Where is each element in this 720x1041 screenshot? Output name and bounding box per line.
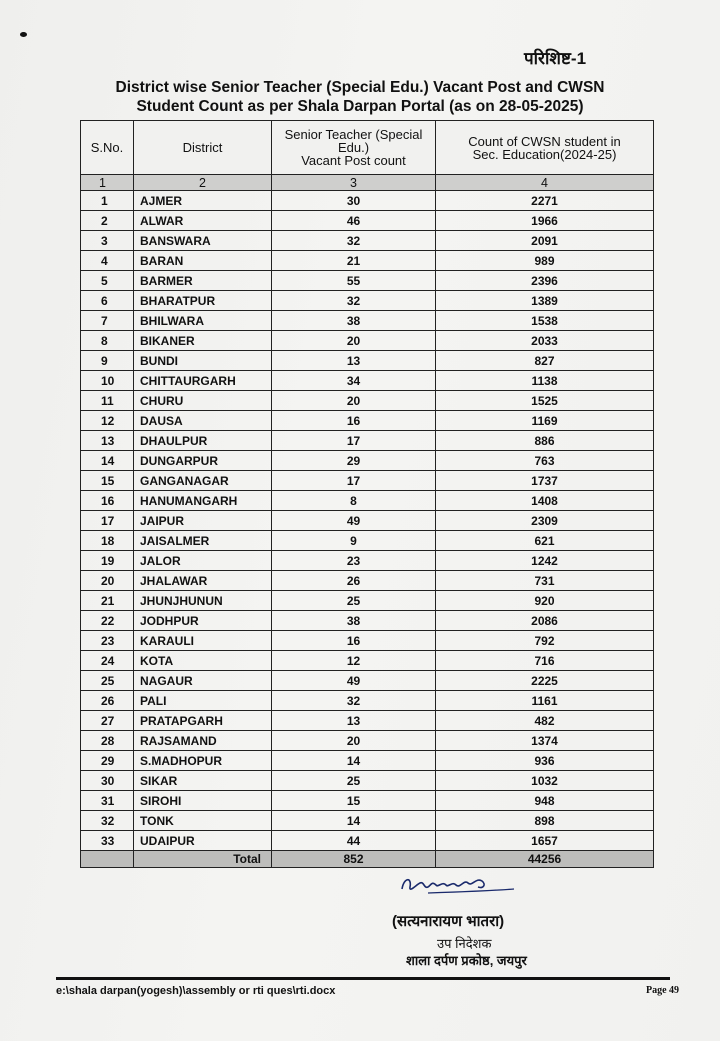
header-vacant-line-2: Edu.) xyxy=(337,140,370,155)
row-district: DAUSA xyxy=(134,411,272,431)
row-vacant-count: 20 xyxy=(272,331,436,351)
row-cwsn-count: 1032 xyxy=(436,771,654,791)
row-vacant-count: 9 xyxy=(272,531,436,551)
document-title xyxy=(60,78,660,116)
row-district: BANSWARA xyxy=(134,231,272,251)
table-row xyxy=(81,451,654,471)
row-sno: 10 xyxy=(81,371,134,391)
row-district: NAGAUR xyxy=(134,671,272,691)
row-cwsn-count: 1161 xyxy=(436,691,654,711)
row-vacant-count: 12 xyxy=(272,651,436,671)
row-cwsn-count: 989 xyxy=(436,251,654,271)
row-cwsn-count: 2086 xyxy=(436,611,654,631)
index-cell: 1 xyxy=(81,175,134,191)
row-vacant-count: 8 xyxy=(272,491,436,511)
row-cwsn-count: 1138 xyxy=(436,371,654,391)
district-table xyxy=(80,120,654,868)
table-row xyxy=(81,371,654,391)
row-district: CHURU xyxy=(134,391,272,411)
row-cwsn-count: 621 xyxy=(436,531,654,551)
row-sno: 8 xyxy=(81,331,134,351)
table-row xyxy=(81,651,654,671)
row-cwsn-count: 1737 xyxy=(436,471,654,491)
table-row xyxy=(81,531,654,551)
header-count-line-2: Sec. Education(2024-25) xyxy=(472,146,617,162)
table-row xyxy=(81,551,654,571)
row-sno: 22 xyxy=(81,611,134,631)
table-row xyxy=(81,471,654,491)
row-cwsn-count: 886 xyxy=(436,431,654,451)
row-sno: 29 xyxy=(81,751,134,771)
row-district: S.MADHOPUR xyxy=(134,751,272,771)
row-district: BARMER xyxy=(134,271,272,291)
row-sno: 20 xyxy=(81,571,134,591)
row-vacant-count: 15 xyxy=(272,791,436,811)
row-vacant-count: 46 xyxy=(272,211,436,231)
row-district: JAISALMER xyxy=(134,531,272,551)
table-row xyxy=(81,511,654,531)
header-vacant-line-3: Vacant Post count xyxy=(301,153,406,168)
row-district: ALWAR xyxy=(134,211,272,231)
row-sno: 31 xyxy=(81,791,134,811)
row-district: AJMER xyxy=(134,191,272,211)
row-cwsn-count: 920 xyxy=(436,591,654,611)
row-vacant-count: 32 xyxy=(272,291,436,311)
row-district: JALOR xyxy=(134,551,272,571)
row-vacant-count: 14 xyxy=(272,751,436,771)
row-district: KARAULI xyxy=(134,631,272,651)
row-sno: 32 xyxy=(81,811,134,831)
row-cwsn-count: 2091 xyxy=(436,231,654,251)
row-vacant-count: 20 xyxy=(272,731,436,751)
signatory-name: (सत्यनारायण भातरा) xyxy=(392,913,505,930)
row-district: KOTA xyxy=(134,651,272,671)
row-cwsn-count: 1966 xyxy=(436,211,654,231)
row-sno: 18 xyxy=(81,531,134,551)
table-row xyxy=(81,831,654,851)
row-sno: 16 xyxy=(81,491,134,511)
page-number: Page 49 xyxy=(646,985,680,996)
header-count-line-1: Count of CWSN student in xyxy=(468,133,621,149)
table-row xyxy=(81,771,654,791)
row-district: TONK xyxy=(134,811,272,831)
row-cwsn-count: 827 xyxy=(436,351,654,371)
footer-rule xyxy=(56,977,670,980)
row-district: BHILWARA xyxy=(134,311,272,331)
table-row xyxy=(81,391,654,411)
row-vacant-count: 34 xyxy=(272,371,436,391)
row-sno: 2 xyxy=(81,211,134,231)
row-vacant-count: 55 xyxy=(272,271,436,291)
table-row xyxy=(81,331,654,351)
row-sno: 19 xyxy=(81,551,134,571)
table-row xyxy=(81,791,654,811)
row-sno: 33 xyxy=(81,831,134,851)
header-sno: S.No. xyxy=(81,121,134,175)
signatory-office: शाला दर्पण प्रकोष्ठ, जयपुर xyxy=(406,953,527,968)
row-vacant-count: 17 xyxy=(272,471,436,491)
row-sno: 25 xyxy=(81,671,134,691)
row-cwsn-count: 482 xyxy=(436,711,654,731)
table-row xyxy=(81,711,654,731)
row-district: JHUNJHUNUN xyxy=(134,591,272,611)
row-vacant-count: 44 xyxy=(272,831,436,851)
table-row xyxy=(81,611,654,631)
title-line-1: District wise Senior Teacher (Special Edu.) Vacant Post and CWSN xyxy=(115,79,605,96)
total-count: 44256 xyxy=(436,851,654,868)
row-district: UDAIPUR xyxy=(134,831,272,851)
table-row xyxy=(81,751,654,771)
row-cwsn-count: 948 xyxy=(436,791,654,811)
row-sno: 30 xyxy=(81,771,134,791)
row-cwsn-count: 1657 xyxy=(436,831,654,851)
row-cwsn-count: 1374 xyxy=(436,731,654,751)
row-cwsn-count: 763 xyxy=(436,451,654,471)
row-vacant-count: 32 xyxy=(272,231,436,251)
table-row xyxy=(81,431,654,451)
row-cwsn-count: 936 xyxy=(436,751,654,771)
row-vacant-count: 25 xyxy=(272,771,436,791)
row-vacant-count: 29 xyxy=(272,451,436,471)
row-cwsn-count: 2271 xyxy=(436,191,654,211)
row-vacant-count: 25 xyxy=(272,591,436,611)
table-row xyxy=(81,311,654,331)
row-vacant-count: 21 xyxy=(272,251,436,271)
header-district: District xyxy=(134,121,272,175)
handwritten-signature xyxy=(398,869,518,899)
table-row xyxy=(81,251,654,271)
total-label: Total xyxy=(134,851,272,868)
row-vacant-count: 38 xyxy=(272,611,436,631)
table-row xyxy=(81,671,654,691)
row-vacant-count: 32 xyxy=(272,691,436,711)
row-cwsn-count: 792 xyxy=(436,631,654,651)
row-vacant-count: 16 xyxy=(272,411,436,431)
row-cwsn-count: 2396 xyxy=(436,271,654,291)
signatory-designation: उप निदेशक xyxy=(437,936,492,951)
row-district: BIKANER xyxy=(134,331,272,351)
table-row xyxy=(81,591,654,611)
row-sno: 13 xyxy=(81,431,134,451)
row-sno: 4 xyxy=(81,251,134,271)
table-row xyxy=(81,571,654,591)
total-row xyxy=(81,851,654,868)
row-cwsn-count: 1389 xyxy=(436,291,654,311)
row-district: SIKAR xyxy=(134,771,272,791)
row-sno: 9 xyxy=(81,351,134,371)
index-cell: 4 xyxy=(436,175,654,191)
row-district: BHARATPUR xyxy=(134,291,272,311)
row-district: HANUMANGARH xyxy=(134,491,272,511)
row-vacant-count: 17 xyxy=(272,431,436,451)
row-sno: 27 xyxy=(81,711,134,731)
row-district: PALI xyxy=(134,691,272,711)
row-cwsn-count: 2033 xyxy=(436,331,654,351)
header-cwsn-count xyxy=(436,121,654,175)
row-vacant-count: 49 xyxy=(272,511,436,531)
row-cwsn-count: 1525 xyxy=(436,391,654,411)
total-blank xyxy=(81,851,134,868)
row-cwsn-count: 716 xyxy=(436,651,654,671)
row-vacant-count: 20 xyxy=(272,391,436,411)
row-cwsn-count: 898 xyxy=(436,811,654,831)
table-row xyxy=(81,351,654,371)
row-district: SIROHI xyxy=(134,791,272,811)
row-vacant-count: 49 xyxy=(272,671,436,691)
index-cell: 3 xyxy=(272,175,436,191)
column-index-row xyxy=(81,175,654,191)
row-district: JAIPUR xyxy=(134,511,272,531)
table-row xyxy=(81,631,654,651)
row-district: DHAULPUR xyxy=(134,431,272,451)
table-header-row xyxy=(81,121,654,175)
row-cwsn-count: 1169 xyxy=(436,411,654,431)
table-row xyxy=(81,211,654,231)
row-cwsn-count: 1242 xyxy=(436,551,654,571)
row-sno: 21 xyxy=(81,591,134,611)
row-vacant-count: 14 xyxy=(272,811,436,831)
row-sno: 1 xyxy=(81,191,134,211)
table-row xyxy=(81,811,654,831)
header-vacant-line-1: Senior Teacher (Special xyxy=(284,127,423,142)
row-vacant-count: 16 xyxy=(272,631,436,651)
table-row xyxy=(81,231,654,251)
row-cwsn-count: 1538 xyxy=(436,311,654,331)
row-district: GANGANAGAR xyxy=(134,471,272,491)
total-vacant: 852 xyxy=(272,851,436,868)
table-row xyxy=(81,691,654,711)
ink-dot xyxy=(20,32,27,37)
row-sno: 12 xyxy=(81,411,134,431)
row-vacant-count: 30 xyxy=(272,191,436,211)
footer-file-path: e:\shala darpan(yogesh)\assembly or rti ques\rti.docx xyxy=(56,985,336,997)
index-cell: 2 xyxy=(134,175,272,191)
row-sno: 14 xyxy=(81,451,134,471)
row-district: JODHPUR xyxy=(134,611,272,631)
row-vacant-count: 23 xyxy=(272,551,436,571)
row-sno: 3 xyxy=(81,231,134,251)
table-row xyxy=(81,491,654,511)
row-sno: 26 xyxy=(81,691,134,711)
header-vacant-posts xyxy=(272,121,436,175)
row-cwsn-count: 2225 xyxy=(436,671,654,691)
table-row xyxy=(81,191,654,211)
row-district: CHITTAURGARH xyxy=(134,371,272,391)
row-district: BUNDI xyxy=(134,351,272,371)
row-district: JHALAWAR xyxy=(134,571,272,591)
row-sno: 7 xyxy=(81,311,134,331)
row-vacant-count: 13 xyxy=(272,351,436,371)
table-row xyxy=(81,411,654,431)
row-district: PRATAPGARH xyxy=(134,711,272,731)
row-vacant-count: 13 xyxy=(272,711,436,731)
row-cwsn-count: 1408 xyxy=(436,491,654,511)
row-vacant-count: 26 xyxy=(272,571,436,591)
table-row xyxy=(81,731,654,751)
row-sno: 5 xyxy=(81,271,134,291)
row-sno: 6 xyxy=(81,291,134,311)
table-row xyxy=(81,291,654,311)
row-cwsn-count: 731 xyxy=(436,571,654,591)
row-district: DUNGARPUR xyxy=(134,451,272,471)
row-vacant-count: 38 xyxy=(272,311,436,331)
row-district: RAJSAMAND xyxy=(134,731,272,751)
title-line-2: Student Count as per Shala Darpan Portal (as on 28-05-2025) xyxy=(136,98,584,115)
row-cwsn-count: 2309 xyxy=(436,511,654,531)
row-sno: 28 xyxy=(81,731,134,751)
row-sno: 24 xyxy=(81,651,134,671)
row-sno: 15 xyxy=(81,471,134,491)
table-row xyxy=(81,271,654,291)
row-sno: 23 xyxy=(81,631,134,651)
row-district: BARAN xyxy=(134,251,272,271)
row-sno: 17 xyxy=(81,511,134,531)
row-sno: 11 xyxy=(81,391,134,411)
appendix-label: परिशिष्ट-1 xyxy=(524,49,587,68)
